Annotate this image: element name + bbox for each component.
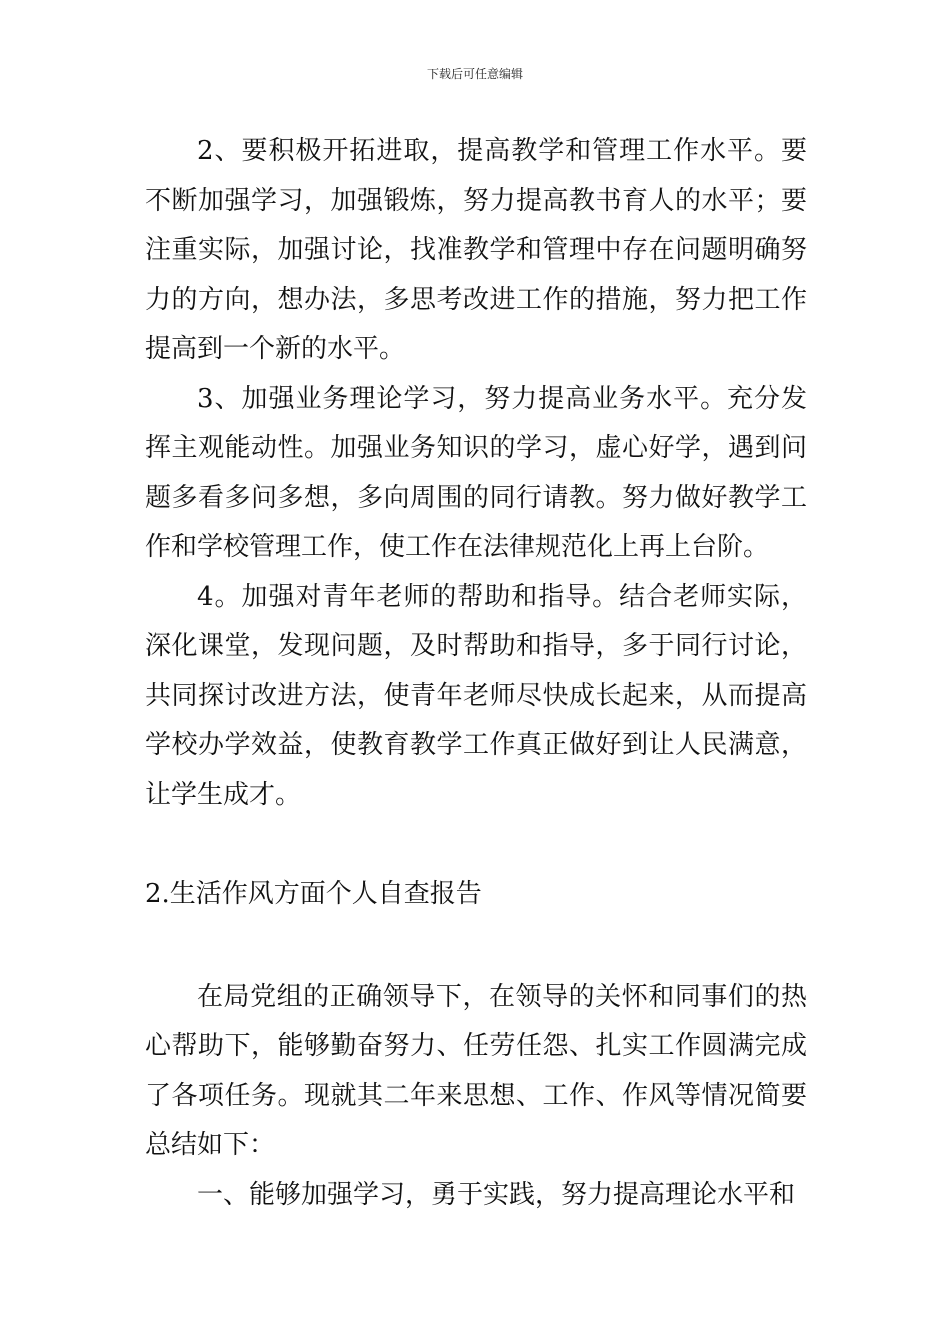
paragraph-item-4: 4。加强对青年老师的帮助和指导。结合老师实际，深化课堂，发现问题，及时帮助和指导，多于同行讨论，共同探讨改进方法，使青年老师尽快成长起来，从而提高学校办学效益，使教育教学工作真正做好到让人民满意，让学生成才。: [145, 581, 807, 810]
section-title: 2.生活作风方面个人自查报告: [145, 879, 482, 909]
spacer: [145, 920, 807, 973]
paragraph-item-2: 2、要积极开拓进取，提高教学和管理工作水平。要不断加强学习，加强锻炼，努力提高教书育人的水平；要注重实际，加强讨论，找准教学和管理中存在问题明确努力的方向，想办法，多思考改进工作的措施，努力把工作提高到一个新的水平。: [145, 136, 807, 364]
header-note: 下载后可任意编辑: [426, 67, 523, 81]
paragraph-item-3: 3、加强业务理论学习，努力提高业务水平。充分发挥主观能动性。加强业务知识的学习，虚心好学，遇到问题多看多问多想，多向周围的同行请教。努力做好教学工作和学校管理工作，使工作在法律规范化上再上台阶。: [145, 383, 807, 562]
paragraph-point-1: 一、能够加强学习，勇于实践，努力提高理论水平和: [197, 1179, 796, 1210]
paragraph-intro: 在局党组的正确领导下，在领导的关怀和同事们的热心帮助下，能够勤奋努力、任劳任怨、扎实工作圆满完成了各项任务。现就其二年来思想、工作、作风等情况简要总结如下：: [145, 981, 807, 1160]
spacer: [145, 820, 807, 870]
document-body: [145, 127, 807, 1220]
